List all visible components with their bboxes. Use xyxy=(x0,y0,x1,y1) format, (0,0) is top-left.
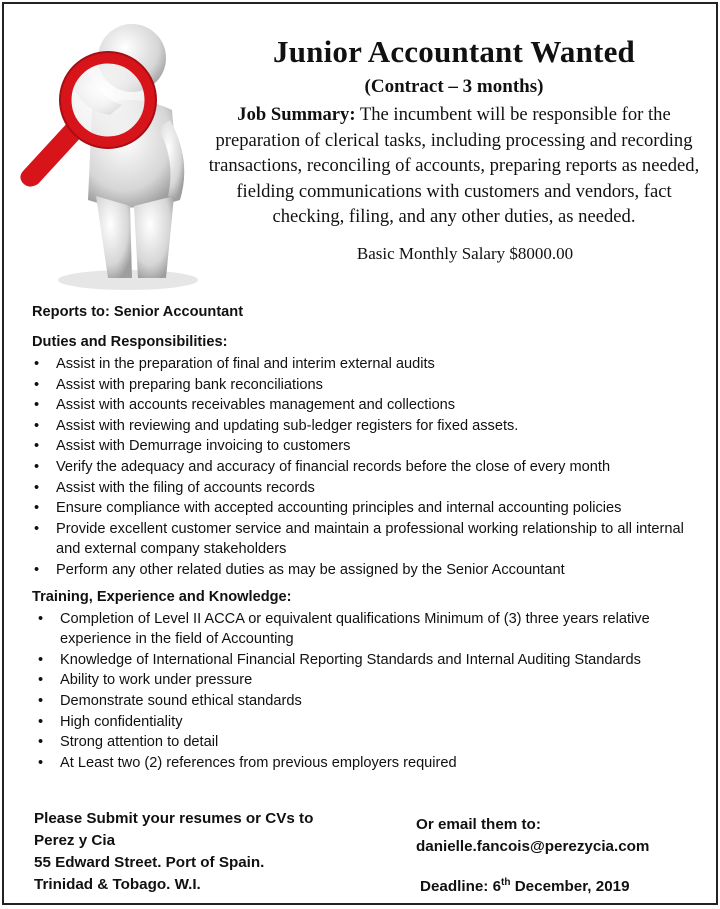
list-item: • Assist with accounts receivables management and collections xyxy=(54,395,702,416)
list-item: • Assist with Demurrage invoicing to customers xyxy=(54,436,702,457)
magnifying-glass-figure-icon xyxy=(10,10,210,300)
deadline-ordinal: th xyxy=(501,877,511,888)
training-section xyxy=(32,589,702,774)
list-item: • Assist in the preparation of final and interim external audits xyxy=(54,354,702,375)
submit-line: Please Submit your resumes or CVs to xyxy=(34,810,314,827)
list-item: • Assist with the filing of accounts records xyxy=(54,478,702,499)
duties-list xyxy=(32,354,702,581)
deadline-prefix: Deadline: 6 xyxy=(420,878,502,896)
list-item: • Ensure compliance with accepted accounting principles and internal accounting policies xyxy=(54,498,702,519)
training-title: Training, Experience and Knowledge: xyxy=(32,588,292,605)
list-item: • Assist with preparing bank reconciliations xyxy=(54,375,702,396)
list-item: • Provide excellent customer service and maintain a professional working relationship to all internal and external company stakeholders xyxy=(54,519,702,560)
job-summary-label: Job Summary: xyxy=(237,104,356,125)
email-label: Or email them to: xyxy=(416,816,541,833)
email-block xyxy=(416,814,649,858)
mailing-address xyxy=(34,808,313,896)
reports-to: Reports to: Senior Accountant xyxy=(32,304,244,320)
country-line: Trinidad & Tobago. W.I. xyxy=(34,876,201,893)
list-item: • Strong attention to detail xyxy=(58,732,702,753)
contract-subtitle: (Contract – 3 months) xyxy=(364,76,544,97)
street-address: 55 Edward Street. Port of Spain. xyxy=(34,854,265,871)
header xyxy=(204,34,704,264)
email-address: danielle.fancois@perezycia.com xyxy=(416,838,650,855)
list-item: • Assist with reviewing and updating sub-ledger registers for fixed assets. xyxy=(54,416,702,437)
job-summary xyxy=(204,102,704,230)
list-item: • At Least two (2) references from previous employers required xyxy=(58,753,702,774)
company-name: Perez y Cia xyxy=(34,832,116,849)
list-item: • Demonstrate sound ethical standards xyxy=(58,691,702,712)
list-item: • Perform any other related duties as may be assigned by the Senior Accountant xyxy=(54,560,702,581)
salary: Basic Monthly Salary $8000.00 xyxy=(356,243,574,263)
duties-title: Duties and Responsibilities: xyxy=(32,334,228,350)
deadline-date: December, 2019 xyxy=(510,878,630,896)
job-summary-text: The incumbent will be responsible for the preparation of clerical tasks, including processing and recording transactions, reconciling of accounts, preparing reports as needed, fielding communications with customers and vendors, fact checking, filing, and any other duties, as needed. xyxy=(208,104,700,228)
list-item: • Verify the adequacy and accuracy of financial records before the close of every month xyxy=(54,457,702,478)
posting-body xyxy=(32,304,702,773)
list-item: • Knowledge of International Financial Reporting Standards and Internal Auditing Standards xyxy=(58,650,702,671)
page-title: Junior Accountant Wanted xyxy=(273,34,635,69)
list-item: • High confidentiality xyxy=(58,712,702,733)
deadline xyxy=(420,877,630,895)
job-posting xyxy=(2,2,718,905)
list-item: • Ability to work under pressure xyxy=(58,670,702,691)
training-list xyxy=(32,609,702,774)
list-item: • Completion of Level II ACCA or equivalent qualifications Minimum of (3) three years relative experience in the field of Accounting xyxy=(58,609,702,650)
